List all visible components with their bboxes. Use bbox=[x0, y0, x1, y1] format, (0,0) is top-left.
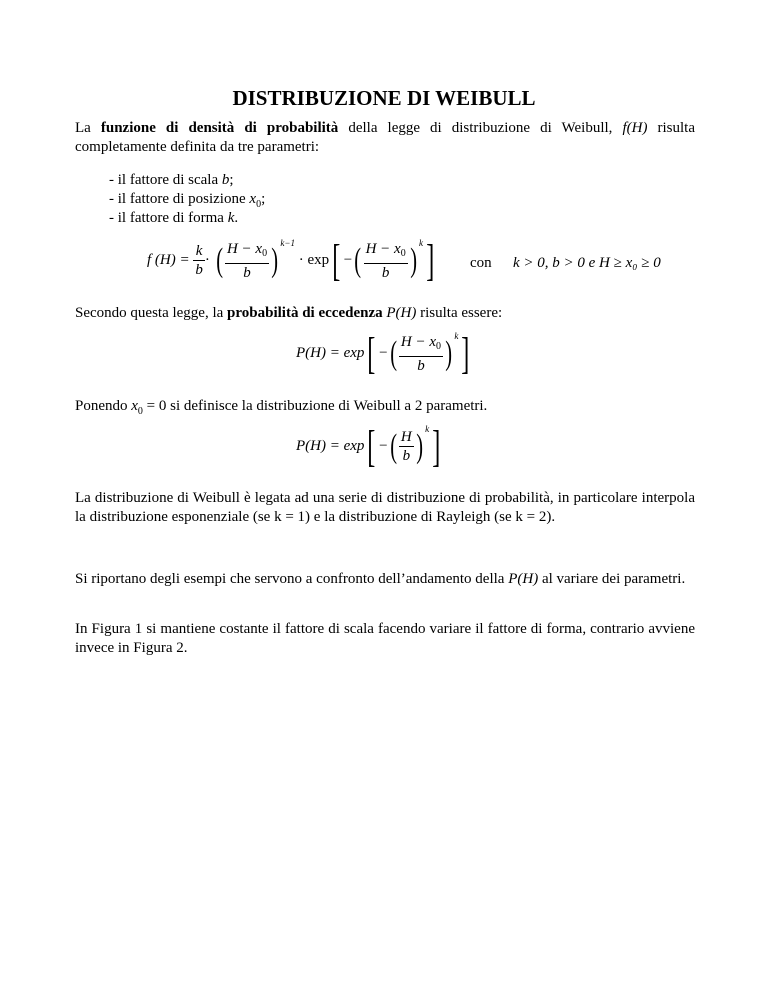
list-item-scale bbox=[109, 171, 265, 190]
ponendo-paragraph bbox=[75, 397, 695, 421]
formula1-exponent1: k−1 bbox=[280, 238, 295, 248]
list-item-end: ; bbox=[229, 172, 234, 188]
formula1-k: k bbox=[193, 242, 205, 261]
exceedance-formula: P(H) = exp[ −( $\frac{H - x_0}{b}$ ) $^k$] bbox=[296, 328, 470, 378]
formula1-fraction bbox=[225, 240, 269, 282]
examples-paragraph bbox=[75, 570, 695, 589]
formula1-k-over-b bbox=[193, 242, 205, 279]
formula3-exponent: k bbox=[425, 424, 430, 434]
condition-relation: k > 0, b > 0 e H ≥ x₀ ≥ 0 bbox=[513, 255, 661, 271]
parameter-list bbox=[109, 171, 265, 228]
formula3-numerator: H bbox=[400, 429, 412, 446]
intro-fh: f(H) bbox=[622, 120, 648, 136]
formula2-sub: 0 bbox=[436, 340, 442, 352]
second-text-post: risulta essere: bbox=[416, 305, 503, 321]
list-item-end: ; bbox=[261, 191, 266, 207]
second-text-pre: Secondo questa legge, la bbox=[75, 305, 228, 321]
ponendo-x: x bbox=[131, 398, 138, 414]
formula2-numerator: H − x bbox=[400, 333, 437, 350]
list-item-shape bbox=[109, 209, 265, 228]
condition-con: con bbox=[470, 255, 492, 271]
formula3-fraction bbox=[399, 428, 414, 465]
density-formula: f (H) = $\frac{k}{b}$ · ( $\frac{H - x_0}{b}$ ) $^{k-1}$ · exp[ −( $\frac{H - x_0}{b}$ ) $^k$] bbox=[147, 235, 435, 285]
second-ph: P(H) bbox=[386, 305, 417, 321]
ponendo-text-post: = 0 si definisce la distribuzione di Weibull a 2 parametri. bbox=[142, 398, 488, 414]
esempi-text-pre: Si riportano degli esempi che servono a confronto dell’andamento della bbox=[75, 571, 509, 587]
two-parameter-formula: P(H) = exp[ −( $\frac{H}{b}$ ) $^k$] bbox=[296, 421, 441, 471]
ponendo-sub: 0 bbox=[137, 406, 143, 417]
formula1-numerator: H − x bbox=[226, 240, 263, 257]
intro-paragraph bbox=[75, 119, 695, 157]
formula2-minus: − bbox=[379, 345, 388, 362]
formula1-denominator: b bbox=[243, 264, 251, 281]
formula1-minus: − bbox=[343, 252, 353, 269]
page-title: DISTRIBUZIONE DI WEIBULL bbox=[232, 86, 536, 110]
figure-paragraph: In Figura 1 si mantiene costante il fattore di scala facendo variare il fattore di forma, contrario avviene invece in Figura 2. bbox=[75, 621, 695, 656]
formula1-denominator2: b bbox=[381, 264, 390, 281]
formula2-exponent: k bbox=[454, 331, 459, 341]
formula1-exponent2: k bbox=[419, 238, 424, 248]
exceedance-paragraph bbox=[75, 304, 695, 323]
formula1-lhs: f (H) = bbox=[147, 252, 190, 269]
esempi-text-post: al variare dei parametri. bbox=[538, 571, 686, 587]
esempi-ph: P(H) bbox=[508, 571, 539, 587]
list-item-text: - il fattore di scala bbox=[109, 172, 222, 188]
list-item-text: - il fattore di posizione bbox=[109, 191, 250, 207]
formula1-exp: · exp bbox=[298, 252, 330, 269]
intro-bold-term: funzione di densità di probabilità bbox=[100, 120, 339, 136]
formula1-sub2: 0 bbox=[400, 247, 406, 259]
list-item-subscript: 0 bbox=[256, 199, 262, 210]
formula1-fraction2 bbox=[364, 240, 408, 282]
intro-text-mid: della legge di distribuzione di Weibull, bbox=[338, 120, 623, 136]
second-bold-term: probabilità di eccedenza bbox=[227, 305, 383, 321]
formula1-numerator2: H − x bbox=[365, 240, 401, 257]
formula3-minus: − bbox=[379, 438, 388, 455]
list-item-symbol: b bbox=[221, 172, 230, 188]
list-item-text: - il fattore di forma bbox=[109, 210, 228, 226]
list-item-symbol: k bbox=[227, 210, 235, 226]
formula2-fraction bbox=[399, 333, 443, 375]
intro-text-pre: La bbox=[75, 120, 101, 136]
formula2-lhs: P(H) = exp bbox=[296, 345, 365, 362]
list-item-symbol: x bbox=[249, 191, 257, 207]
formula1-sub: 0 bbox=[262, 247, 268, 259]
formula3-lhs: P(H) = exp bbox=[296, 438, 365, 455]
formula3-denominator: b bbox=[402, 448, 411, 465]
intro-text-post: risulta completamente definita da tre parametri: bbox=[75, 120, 695, 155]
list-item-end: . bbox=[234, 210, 239, 226]
ponendo-text-pre: Ponendo bbox=[75, 398, 132, 414]
formula1-b: b bbox=[195, 262, 203, 279]
formula2-denominator: b bbox=[417, 357, 425, 374]
weibull-relation-paragraph: La distribuzione di Weibull è legata ad una serie di distribuzione di probabilità, in particolare interpola la distribuzione esponenziale (se k = 1) e la distribuzione di Rayleigh (se k = 2). bbox=[75, 490, 695, 525]
list-item-position bbox=[109, 190, 265, 209]
